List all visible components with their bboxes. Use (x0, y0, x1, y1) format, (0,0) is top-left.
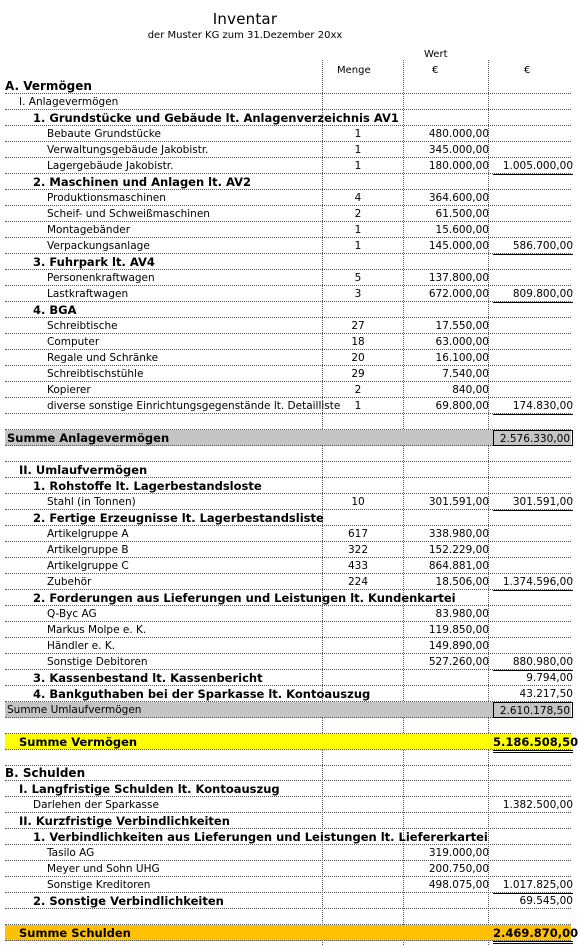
table-row (5, 302, 571, 318)
row-label: II. Kurzfristige Verbindlichkeiten (19, 814, 230, 828)
quantity-cell: 20 (351, 352, 365, 364)
total-cell: 586.700,00 (493, 238, 573, 255)
row-label: I. Anlagevermögen (19, 96, 119, 108)
row-label: 2. Maschinen und Anlagen lt. AV2 (33, 175, 252, 189)
row-label: Schreibtischstühle (47, 368, 144, 380)
quantity-cell: 1 (354, 240, 362, 252)
row-label: Produktionsmaschinen (47, 192, 166, 204)
table-row (5, 382, 571, 398)
table-row (5, 206, 571, 222)
total-cell: 880.980,00 (493, 654, 573, 671)
table-row (5, 558, 571, 574)
value-cell: 83.980,00 (435, 608, 489, 620)
row-label: Regale und Schränke (47, 352, 159, 364)
table-row (5, 334, 571, 350)
quantity-cell: 617 (347, 528, 369, 540)
spacer-row (5, 909, 571, 925)
total-cell: 1.382.500,00 (502, 799, 573, 811)
table-row (5, 590, 571, 606)
total-cell: 43.217,50 (493, 686, 573, 703)
value-cell: 61.500,00 (435, 208, 489, 220)
table-row (5, 734, 578, 750)
row-label: Verpackungsanlage (47, 240, 150, 252)
value-cell: 301.591,00 (428, 496, 489, 508)
quantity-cell: 1 (354, 144, 362, 156)
row-label: Scheif- und Schweißmaschinen (47, 208, 210, 220)
spacer-row (5, 446, 571, 462)
table-row (5, 238, 571, 254)
row-label: diverse sonstige Einrichtungsgegenstände lt. Detailliste (47, 400, 341, 412)
quantity-cell: 433 (347, 560, 369, 572)
table-row (5, 350, 571, 366)
row-label: Sonstige Debitoren (47, 656, 148, 668)
table-row (5, 526, 571, 542)
table-row (5, 462, 571, 478)
quantity-cell: 1 (354, 224, 362, 236)
page-title: Inventar (212, 10, 278, 28)
menge-header: Menge (337, 65, 371, 76)
table-row (5, 829, 571, 845)
table-row (5, 574, 571, 590)
table-row (5, 606, 571, 622)
value-cell: 69.800,00 (435, 400, 489, 412)
table-row (5, 190, 571, 206)
table-row (5, 142, 571, 158)
table-row (5, 702, 571, 718)
total-cell: 5.186.508,50 (493, 734, 573, 753)
row-label: Schreibtische (47, 320, 118, 332)
value-cell: 672.000,00 (428, 288, 489, 300)
total-cell: 2.469.870,00 (493, 925, 573, 944)
table-row (5, 254, 571, 270)
value-cell: 149.890,00 (428, 640, 489, 652)
row-label: Personenkraftwagen (47, 272, 155, 284)
value-cell: 145.000,00 (428, 240, 489, 252)
euro-header-1: € (432, 65, 439, 76)
table-row (5, 286, 571, 302)
table-row (5, 686, 571, 702)
spacer-row (5, 414, 571, 430)
total-cell: 1.005.000,00 (493, 158, 573, 175)
value-cell: 18.506,00 (435, 576, 489, 588)
value-cell: 864.881,00 (428, 560, 489, 572)
table-row (5, 845, 571, 861)
table-row (5, 542, 571, 558)
quantity-cell: 2 (354, 384, 362, 396)
quantity-cell: 1 (354, 160, 362, 172)
quantity-cell: 4 (354, 192, 362, 204)
value-cell: 63.000,00 (435, 336, 489, 348)
row-label: Artikelgruppe C (47, 560, 129, 572)
row-label: Summe Anlagevermögen (7, 431, 170, 445)
value-cell: 345.000,00 (428, 144, 489, 156)
value-cell: 527.260,00 (428, 656, 489, 668)
table-row (5, 78, 571, 94)
euro-header-2: € (524, 65, 531, 76)
table-row (5, 494, 571, 510)
row-label: 2. Sonstige Verbindlichkeiten (33, 894, 224, 908)
row-label: Zubehör (47, 576, 92, 588)
row-label: Q-Byc AG (47, 608, 97, 620)
total-cell: 69.545,00 (519, 895, 573, 907)
total-cell: 2.610.178,50 (493, 702, 573, 718)
quantity-cell: 322 (347, 544, 369, 556)
row-label: 4. BGA (33, 303, 77, 317)
row-label: Artikelgruppe A (47, 528, 129, 540)
row-label: 3. Kassenbestand lt. Kassenbericht (33, 671, 263, 685)
row-label: A. Vermögen (5, 79, 92, 93)
row-label: Tasilo AG (47, 847, 95, 859)
value-cell: 180.000,00 (428, 160, 489, 172)
spacer-row (5, 750, 571, 766)
table-row (5, 222, 571, 238)
table-row (5, 781, 571, 797)
quantity-cell: 18 (351, 336, 365, 348)
total-cell: 1.017.825,00 (493, 877, 573, 894)
table-row (5, 638, 571, 654)
row-label: Lagergebäude Jakobistr. (47, 160, 174, 172)
table-row (5, 670, 571, 686)
table-row (5, 765, 571, 781)
row-label: Artikelgruppe B (47, 544, 129, 556)
row-label: Computer (47, 336, 100, 348)
row-label: B. Schulden (5, 766, 86, 780)
quantity-cell: 27 (351, 320, 365, 332)
row-label: 1. Grundstücke und Gebäude lt. Anlagenverzeichnis AV1 (33, 111, 399, 125)
quantity-cell: 29 (351, 368, 365, 380)
spacer-row (5, 718, 571, 734)
row-label: 2. Fertige Erzeugnisse lt. Lagerbestandsliste (33, 511, 324, 525)
total-cell: 301.591,00 (493, 494, 573, 511)
value-cell: 17.550,00 (435, 320, 489, 332)
row-label: Kopierer (47, 384, 91, 396)
row-label: I. Langfristige Schulden lt. Kontoauszug (19, 782, 280, 796)
table-row (5, 478, 571, 494)
row-label: Stahl (in Tonnen) (47, 496, 136, 508)
table-row (5, 622, 571, 638)
row-label: 3. Fuhrpark lt. AV4 (33, 255, 155, 269)
row-label: Montagebänder (47, 224, 131, 236)
total-cell: 2.576.330,00 (493, 430, 573, 446)
table-row (5, 158, 571, 174)
value-cell: 200.750,00 (428, 863, 489, 875)
value-cell: 7.540,00 (442, 368, 489, 380)
row-label: Händler e. K. (47, 640, 116, 652)
value-cell: 16.100,00 (435, 352, 489, 364)
total-cell: 809.800,00 (493, 286, 573, 303)
table-row (5, 174, 571, 190)
table-row (5, 318, 571, 334)
table-row (5, 893, 571, 909)
value-cell: 319.000,00 (428, 847, 489, 859)
table-row (5, 430, 571, 446)
row-label: Bebaute Grundstücke (47, 128, 161, 140)
table-row (5, 510, 571, 526)
table-row (5, 877, 571, 893)
value-cell: 364.600,00 (428, 192, 489, 204)
quantity-cell: 1 (354, 128, 362, 140)
row-label: Meyer und Sohn UHG (47, 863, 160, 875)
total-cell: 174.830,00 (493, 398, 573, 415)
value-cell: 119.850,00 (428, 624, 489, 636)
quantity-cell: 10 (351, 496, 365, 508)
table-row (5, 270, 571, 286)
row-label: 1. Verbindlichkeiten aus Lieferungen und Leistungen lt. Liefererkartei (33, 830, 488, 844)
table-row (5, 861, 571, 877)
page-subtitle: der Muster KG zum 31.Dezember 20xx (147, 30, 343, 41)
quantity-cell: 1 (354, 400, 362, 412)
table-row (5, 126, 571, 142)
row-label: Sonstige Kreditoren (47, 879, 151, 891)
quantity-cell: 224 (347, 576, 369, 588)
value-cell: 498.075,00 (428, 879, 489, 891)
row-label: Summe Schulden (19, 926, 131, 940)
row-label: II. Umlaufvermögen (19, 463, 148, 477)
row-label: Darlehen der Sparkasse (33, 799, 159, 811)
row-label: Summe Umlaufvermögen (7, 704, 142, 716)
table-row (5, 925, 578, 941)
value-cell: 137.800,00 (428, 272, 489, 284)
row-label: 1. Rohstoffe lt. Lagerbestandsloste (33, 479, 262, 493)
total-cell: 9.794,00 (526, 672, 573, 684)
quantity-cell: 5 (354, 272, 362, 284)
table-row (5, 110, 571, 126)
value-cell: 840,00 (452, 384, 489, 396)
value-cell: 338.980,00 (428, 528, 489, 540)
value-cell: 15.600,00 (435, 224, 489, 236)
total-cell: 1.374.596,00 (493, 574, 573, 591)
value-cell: 152.229,00 (428, 544, 489, 556)
table-row (5, 797, 571, 813)
row-label: 4. Bankguthaben bei der Sparkasse lt. Kontoauszug (33, 687, 371, 701)
quantity-cell: 3 (354, 288, 362, 300)
quantity-cell: 2 (354, 208, 362, 220)
table-row (5, 813, 571, 829)
wert-header: Wert (424, 49, 448, 60)
table-row (5, 654, 571, 670)
row-label: Markus Molpe e. K. (47, 624, 147, 636)
row-label: Lastkraftwagen (47, 288, 129, 300)
table-row (5, 94, 571, 110)
row-label: 2. Forderungen aus Lieferungen und Leistungen lt. Kundenkartei (33, 591, 456, 605)
table-row (5, 398, 571, 414)
table-row (5, 366, 571, 382)
value-cell: 480.000,00 (428, 128, 489, 140)
row-label: Summe Vermögen (19, 735, 138, 749)
row-label: Verwaltungsgebäude Jakobistr. (47, 144, 209, 156)
